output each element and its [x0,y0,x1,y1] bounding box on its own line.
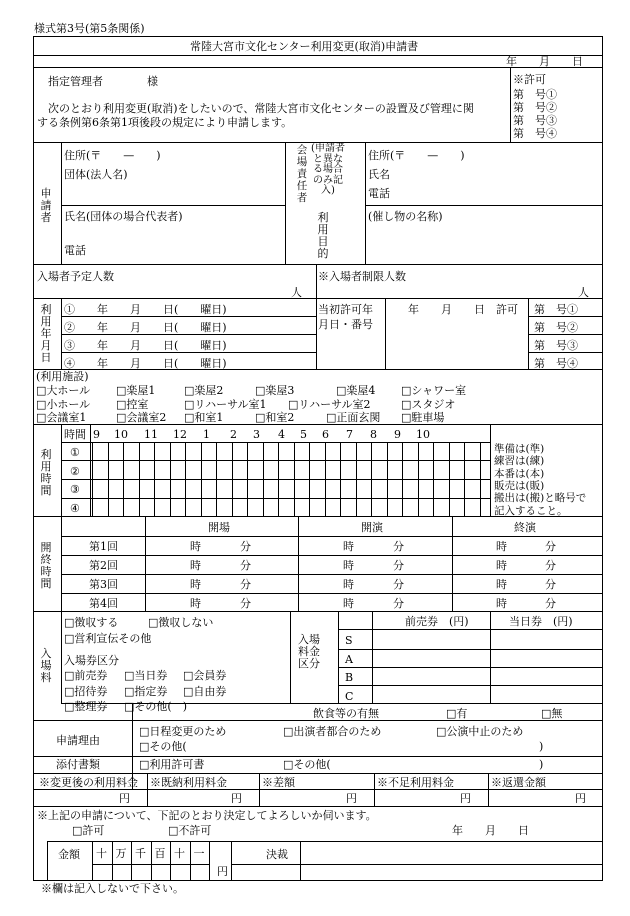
grid-line [123,442,124,516]
grid-line [231,864,603,865]
hour-label: 10 [416,428,430,441]
time-legend-line: 販売は(販) [494,479,545,492]
grid-line [61,460,490,461]
digit-label: 百 [154,847,166,860]
minute-unit: 分 [545,597,556,610]
grid-line [61,479,490,480]
digit-label: 千 [135,847,146,860]
grid-line [33,424,603,425]
hour-unit: 時 [190,597,201,610]
fee-unit: 円 [575,792,586,805]
original-number: 第 号② [534,321,578,334]
grid-line [92,841,93,881]
permit-line: 第 号② [513,101,557,114]
grid-line [61,334,316,335]
fee-grade: B [345,671,354,684]
grid-line [490,424,491,516]
facility-checkbox[interactable]: □ 小ホール [36,398,90,411]
hour-label: 8 [370,428,377,441]
original-permit-label: 月日・番号 [318,318,373,331]
grid-line [33,67,603,68]
fee-header: ※不足利用料金 [377,776,454,789]
grid-line [170,841,171,881]
minute-unit: 分 [393,559,404,572]
session-label: 第4回 [89,597,118,610]
intro-line-1: 次のとおり利用変更(取消)をしたいので、常陸大宮市文化センターの設置及び管理に関 [48,102,474,115]
usage-time-label: 利用時間 [40,448,52,497]
minute-unit: 分 [545,540,556,553]
grid-line [61,593,603,594]
applicant-name[interactable]: 氏名(団体の場合代表者) [64,210,183,223]
form-number: 様式第3号(第5条関係) [34,22,145,35]
digit-label: 万 [115,847,127,860]
grid-line [365,205,603,206]
facility-checkbox[interactable]: □ 楽屋2 [184,384,223,397]
minute-unit: 分 [240,597,251,610]
grid-line [61,205,285,206]
original-permit-label: 当初許可年 [318,303,373,316]
ticket-type-checkbox[interactable]: □ 指定券 [124,685,167,698]
presale-header: 前売券 (円) [405,615,469,628]
permit-header: ※許可 [513,73,546,86]
attach-permit-checkbox[interactable]: □ 利用許可書 [139,758,204,771]
grid-line [61,142,62,264]
grid-line [356,442,357,516]
ticket-type-checkbox[interactable]: □ その他( ) [124,700,187,713]
collect-checkbox[interactable]: □ 徴収する [64,616,118,629]
facility-checkbox[interactable]: □ 控室 [116,398,148,411]
decision-deny-checkbox[interactable]: □ 不許可 [168,824,211,837]
digit-label: 一 [193,847,205,860]
grid-line [464,442,465,516]
minute-unit: 分 [240,578,251,591]
col-start: 開演 [361,521,383,534]
decision-date: 年 月 日 [452,824,529,837]
grid-line [285,142,286,264]
decision-permit-checkbox[interactable]: □ 許可 [72,824,104,837]
grid-line [61,424,62,611]
fee-grade: A [345,652,353,666]
hour-unit: 時 [496,578,507,591]
time-legend-line: 記入すること。 [494,504,568,517]
attendance-unit: 人 [291,286,302,299]
fee-grade: C [345,689,354,703]
amount-unit: 円 [217,865,228,878]
start-end-label: 開終時間 [40,541,52,590]
hour-label: 5 [300,428,307,441]
hour-unit: 時 [496,540,507,553]
grid-line [33,720,603,721]
minute-unit: 分 [240,540,251,553]
page-title: 常陸大宮市文化センター利用変更(取消)申請書 [190,40,419,53]
intro-line-2: する条例第6条第1項後段の規定により申請します。 [37,116,293,129]
minute-unit: 分 [240,559,251,572]
hour-label: 9 [93,428,100,441]
grid-line [374,773,375,806]
grid-line [151,841,152,881]
grid-line [490,611,491,703]
usage-date-row[interactable]: ③ 年 月 日( 曜日) [64,339,227,352]
grid-line [209,841,210,881]
minute-unit: 分 [393,597,404,610]
hour-unit: 時 [496,559,507,572]
facility-checkbox[interactable]: □ 会議室2 [116,411,166,424]
attendance-limit-unit: 人 [578,286,589,299]
amount-label: 金額 [58,848,80,861]
event-name[interactable]: (催し物の名称) [368,210,443,223]
time-legend-line: 練習は(練) [494,455,545,468]
hour-label: 3 [253,428,260,441]
grid-line [33,55,603,56]
commercial-checkbox[interactable]: □ 営利宣伝その他 [64,632,151,645]
hour-label: 9 [394,428,401,441]
grid-line [338,649,603,650]
grid-line [108,442,109,516]
grid-line [488,773,489,806]
sameday-header: 当日券 (円) [509,615,573,628]
fee-unit: 円 [231,792,242,805]
grid-line [61,442,490,443]
hour-unit: 時 [190,578,201,591]
footnote: ※欄は記入しないで下さい。 [41,882,184,895]
grid-line [259,773,260,806]
reason-other-checkbox[interactable]: □ その他( [139,740,187,753]
ticket-type-checkbox[interactable]: □ 当日券 [124,669,167,682]
grid-line [185,442,186,516]
facility-checkbox[interactable]: □ リハーサル室2 [288,398,371,411]
grid-line [61,498,490,499]
facility-checkbox[interactable]: □ 和室2 [255,411,294,424]
fee-unit: 円 [119,792,130,805]
hour-label: 7 [346,428,353,441]
grid-line [433,442,434,516]
facility-checkbox[interactable]: □ 楽屋1 [116,384,155,397]
facility-checkbox[interactable]: □ 駐車場 [401,411,444,424]
fee-header: ※変更後の利用料金 [39,776,138,789]
original-number: 第 号① [534,303,578,316]
food-yes-checkbox[interactable]: □ 有 [446,707,467,720]
original-number: 第 号③ [534,339,578,352]
food-label: 飲食等の有無 [313,707,379,720]
hour-label: 1 [203,428,210,441]
grid-line [61,352,316,353]
reason-schedule-checkbox[interactable]: □ 日程変更のため [139,725,226,738]
permit-line: 第 号③ [513,114,557,127]
hour-unit: 時 [496,597,507,610]
usage-time-header: 時間 [64,428,86,441]
fee-grade: S [345,634,353,647]
ticket-type-checkbox[interactable]: □ 自由券 [183,685,226,698]
grid-line [338,611,339,703]
manager-name[interactable]: 氏名 [368,168,390,181]
attach-other-close: ) [539,758,544,771]
permit-line: 第 号① [513,88,557,101]
grid-line [325,442,326,516]
grid-line [528,298,529,369]
grid-line [33,142,603,143]
reason-performer-checkbox[interactable]: □ 出演者都合のため [283,725,381,738]
hour-label: 12 [173,428,187,441]
grid-line [170,442,171,516]
manager-address[interactable]: 住所(〒 — ) [368,149,465,162]
grid-line [418,442,419,516]
grid-line [145,516,146,611]
manager-label: 会場責任者 [296,144,308,204]
grid-line [452,516,453,611]
grid-line [528,334,603,335]
grid-line [61,555,603,556]
grid-line [300,841,301,881]
grid-line [61,536,603,537]
grid-line [385,298,386,369]
facility-checkbox[interactable]: □ シャワー室 [401,384,466,397]
applicant-org[interactable]: 団体(法人名) [64,168,128,181]
grid-line [480,442,481,516]
grid-line [33,369,603,370]
addressee: 指定管理者 様 [48,75,158,88]
grid-line [61,611,62,703]
usage-date-label: 利用年月日 [40,303,52,364]
reason-cancel-checkbox[interactable]: □ 公演中止のため [436,725,523,738]
facility-checkbox[interactable]: □ 楽屋3 [255,384,294,397]
facility-checkbox[interactable]: □ 大ホール [36,384,90,397]
time-legend-line: 準備は(準) [494,443,545,455]
time-row-label: ② [70,464,80,478]
minute-unit: 分 [545,559,556,572]
usage-date-row[interactable]: ② 年 月 日( 曜日) [64,321,227,334]
grid-line [338,629,603,630]
grid-line [290,611,291,703]
grid-line [371,442,372,516]
grid-line [47,841,48,881]
session-label: 第1回 [89,540,118,553]
session-label: 第2回 [89,559,118,572]
manager-note: (申請者と異なる場合のみ記入) [311,143,345,196]
grid-line [231,841,232,881]
grid-line [294,442,295,516]
grid-line [232,442,233,516]
grid-line [510,67,511,142]
grid-line [33,806,603,807]
fee-unit: 円 [460,792,471,805]
grid-line [139,442,140,516]
fee-unit: 円 [346,792,357,805]
hour-label: 4 [278,428,285,441]
grid-line [33,264,603,265]
digit-label: 十 [174,847,185,860]
hour-label: 10 [114,428,128,441]
facility-checkbox[interactable]: □ 正面玄関 [326,411,380,424]
digit-label: 十 [96,847,107,860]
reason-label: 申請理由 [56,734,100,747]
grid-line [131,841,132,881]
grid-line [338,685,603,686]
hour-label: 6 [322,428,329,441]
col-end: 終演 [514,521,536,534]
grid-line [61,316,316,317]
hour-unit: 時 [343,578,354,591]
facility-checkbox[interactable]: □ 和室1 [184,411,223,424]
time-legend-line: 本番は(本) [494,467,545,480]
grid-line [247,442,248,516]
grid-line [387,442,388,516]
hour-unit: 時 [343,540,354,553]
grid-line [61,574,603,575]
facilities-label: (利用施設) [36,370,89,383]
ticket-type-label: 入場券区分 [64,654,119,667]
minute-unit: 分 [545,578,556,591]
grid-line [33,789,603,790]
purpose-label: 利用目的 [317,211,329,260]
session-label: 第3回 [89,578,118,591]
grid-line [316,264,317,369]
attendance-label: 入場者予定人数 [37,270,114,283]
fee-type-label: 入場料金区分 [298,633,320,670]
attachments-label: 添付書類 [56,758,100,771]
ticket-type-checkbox[interactable]: □ 招待券 [64,685,107,698]
grid-line [33,298,603,299]
ticket-type-checkbox[interactable]: □ 整理券 [64,700,107,713]
applicant-phone[interactable]: 電話 [64,244,86,257]
grid-line [92,442,93,516]
time-legend-line: 搬出は(搬)と略号で [494,492,587,505]
time-row-label: ① [70,446,80,459]
original-permit-date: 年 月 日 許可 [408,303,518,316]
grid-line [402,442,403,516]
facility-checkbox[interactable]: □ スタジオ [401,398,455,411]
fee-header: ※既納利用料金 [150,776,227,789]
ticket-type-checkbox[interactable]: □ 会員券 [183,669,226,682]
hour-unit: 時 [190,559,201,572]
grid-line [528,316,603,317]
permit-line: 第 号④ [513,127,557,140]
grid-line [263,442,264,516]
hour-unit: 時 [343,597,354,610]
no-collect-checkbox[interactable]: □ 徴収しない [148,616,213,629]
grid-line [449,442,450,516]
attach-other-checkbox[interactable]: □ その他( [283,758,331,771]
grid-line [528,352,603,353]
grid-line [372,611,373,703]
attendance-limit-label: ※入場者制限人数 [318,270,406,283]
usage-date-row[interactable]: ① 年 月 日( 曜日) [64,303,227,316]
grid-line [298,516,299,611]
decision-text: ※上記の申請について、下記のとおり決定してよろしいか伺います。 [37,809,377,822]
grid-line [201,442,202,516]
hour-label: 11 [144,428,158,441]
manager-phone[interactable]: 電話 [368,187,390,200]
grid-line [340,442,341,516]
grid-line [112,841,113,881]
fee-header: ※返還金額 [491,776,546,789]
grid-line [147,773,148,806]
hour-label: 2 [230,428,237,441]
grid-line [309,442,310,516]
applicant-address[interactable]: 住所(〒 — ) [64,149,161,162]
hour-unit: 時 [190,540,201,553]
grid-line [216,442,217,516]
grid-line [278,442,279,516]
grid-line [154,442,155,516]
grid-line [33,611,603,612]
usage-date-row[interactable]: ④ 年 月 日( 曜日) [64,357,227,370]
grid-line [33,756,603,757]
col-open: 開場 [208,521,230,534]
time-row-label: ③ [70,483,80,496]
reason-other-close: ) [539,740,544,753]
grid-line [190,841,191,881]
minute-unit: 分 [393,578,404,591]
grid-line [365,142,366,264]
date-line: 年 月 日 [506,55,583,68]
minute-unit: 分 [393,540,404,553]
ticket-type-checkbox[interactable]: □ 前売券 [64,669,107,682]
fee-header: ※差額 [262,776,295,789]
grid-line [61,298,62,369]
grid-line [338,667,603,668]
grid-line [33,773,603,774]
hour-unit: 時 [343,559,354,572]
grid-line [90,424,91,516]
approval-label: 決裁 [266,848,288,861]
food-no-checkbox[interactable]: □ 無 [541,707,562,720]
facility-checkbox[interactable]: □ 楽屋4 [336,384,375,397]
time-row-label: ④ [70,501,80,515]
facility-checkbox[interactable]: □ 会議室1 [36,411,86,424]
facility-checkbox[interactable]: □ リハーサル室1 [184,398,267,411]
original-number: 第 号④ [534,357,578,370]
applicant-label: 申請者 [40,187,52,224]
admission-label: 入場料 [40,647,52,684]
